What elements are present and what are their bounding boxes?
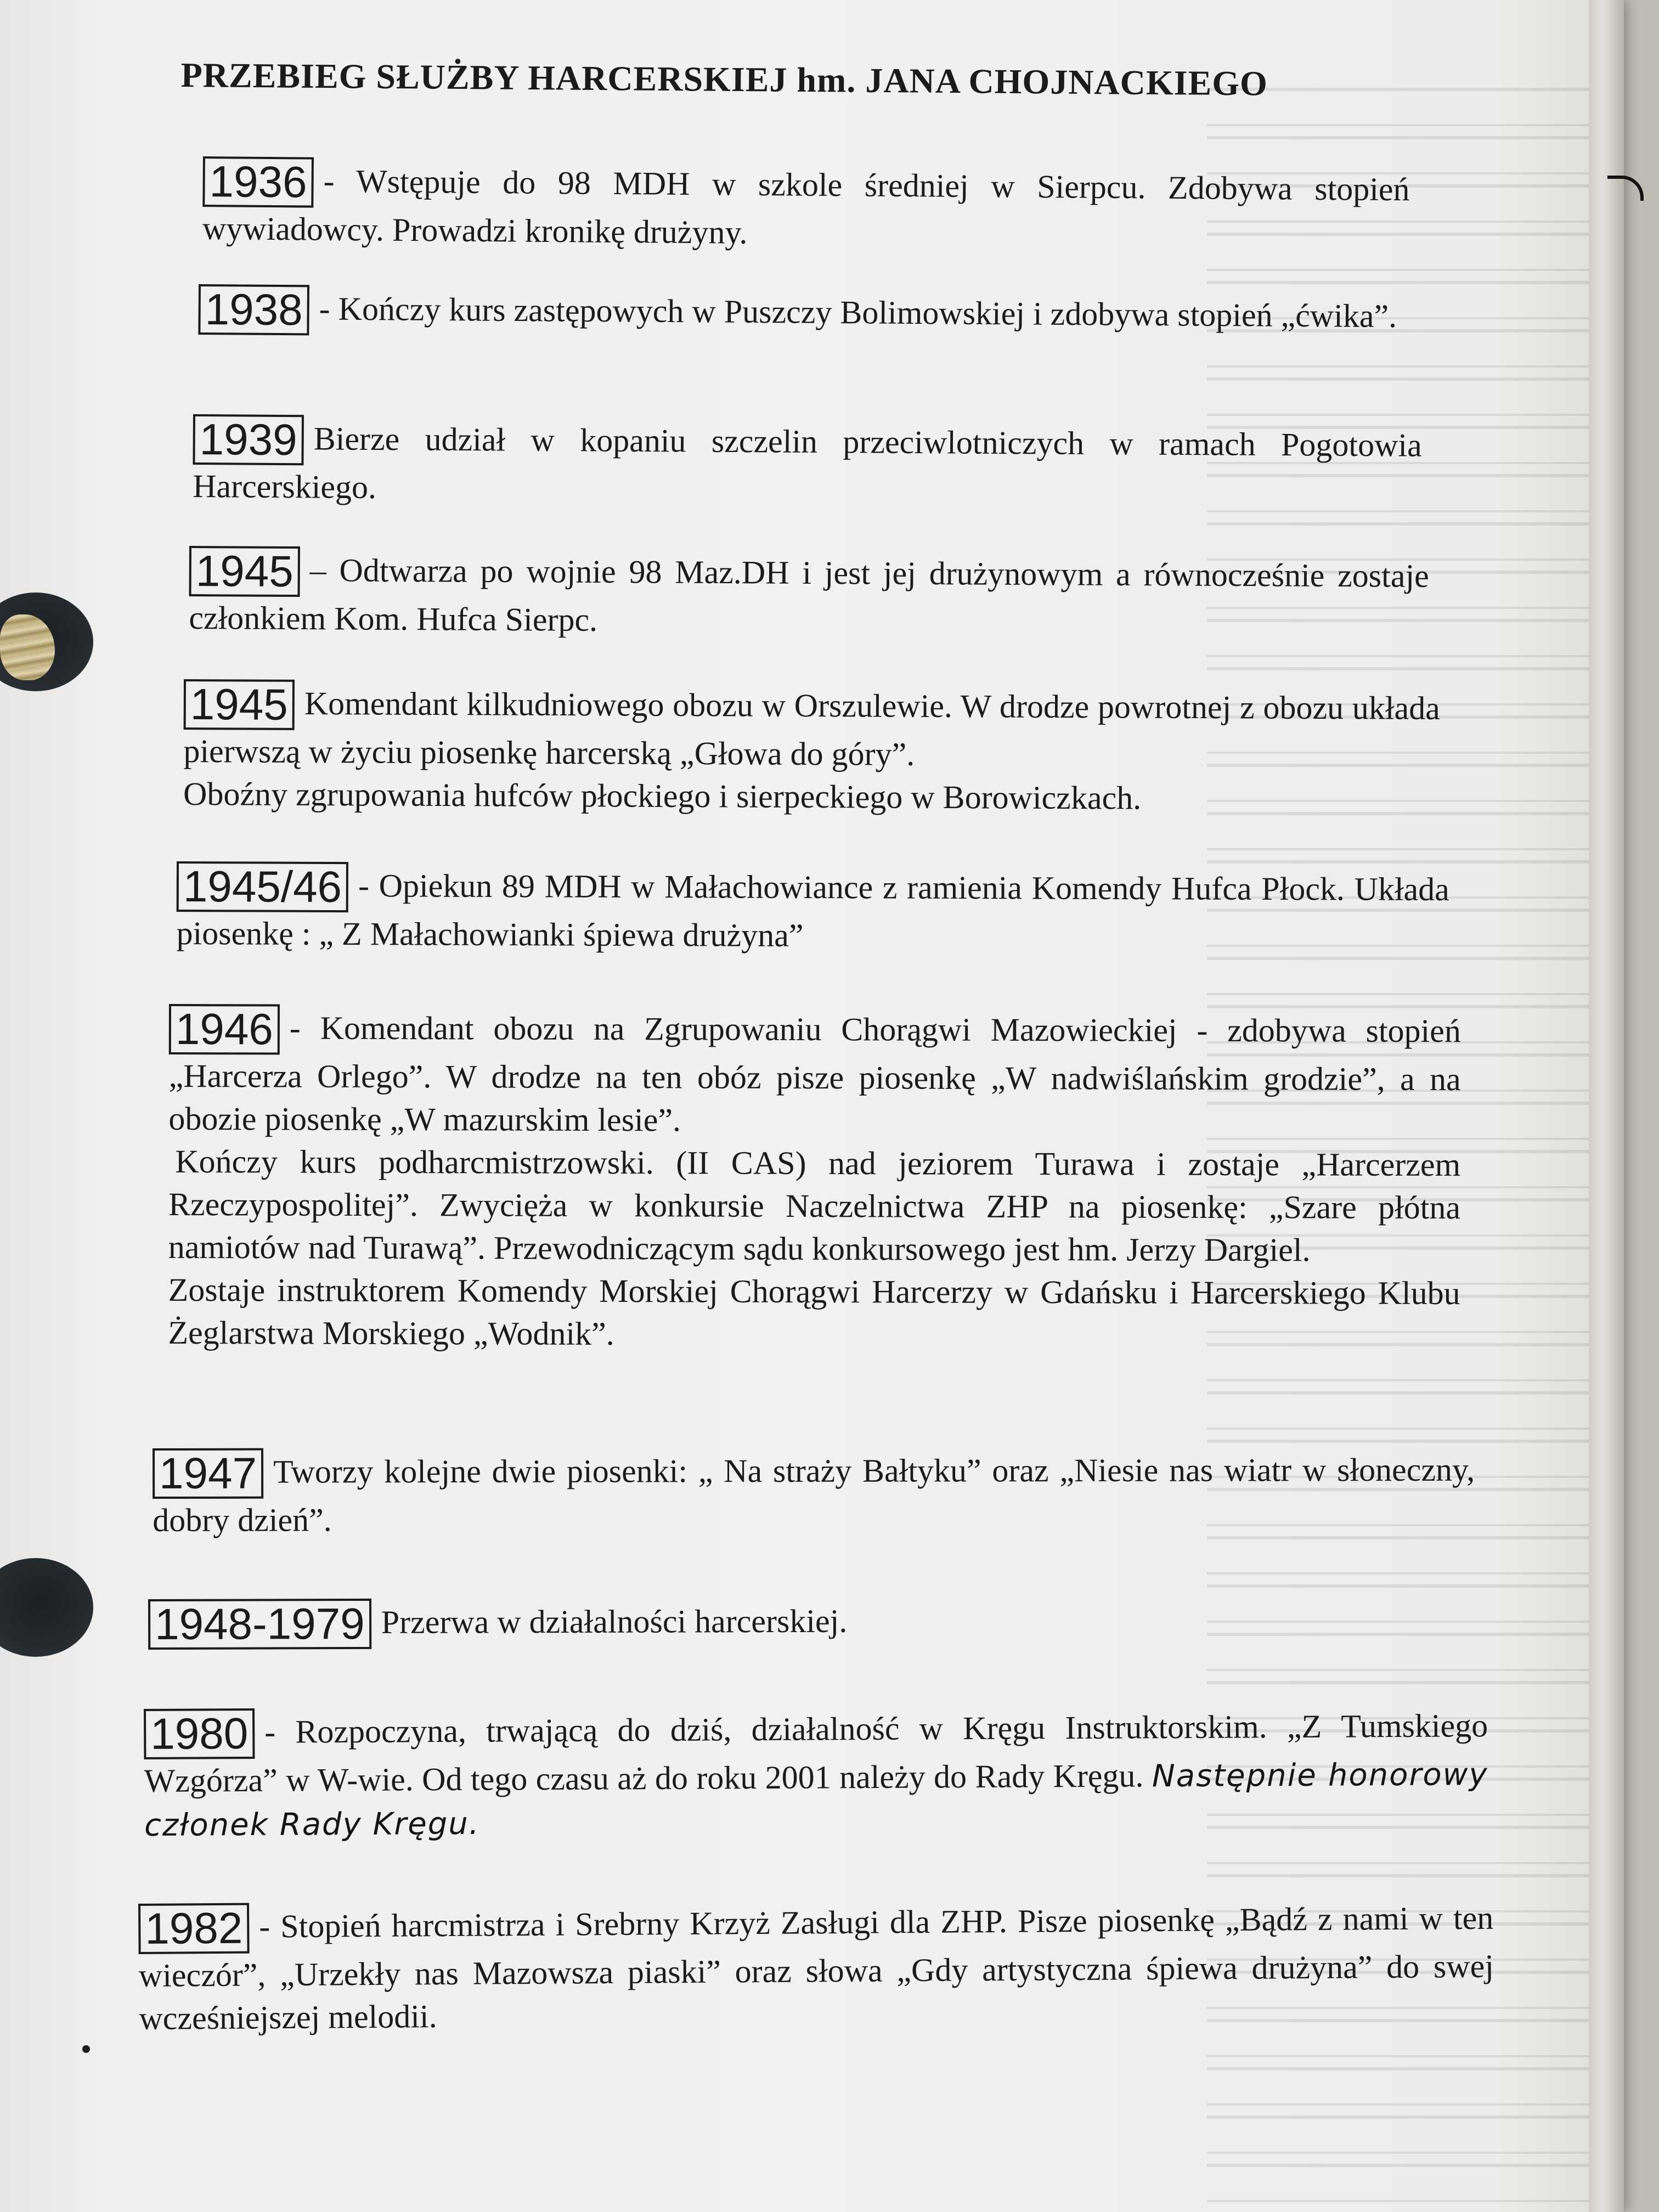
entry-text: Komendant kilkudniowego obozu w Orszulewie. W drodze powrotnej z obozu układa pierwszą w życiu piosenkę harcerską „Głowa do góry”. (183, 685, 1440, 772)
entry-1947 (153, 1446, 1475, 1542)
year-box: 1945/46 (177, 861, 349, 912)
entry-1980 (144, 1702, 1488, 1847)
year-box: 1936 (202, 156, 314, 208)
entry-text: - Rozpoczyna, trwającą do dziś, działalność w Kręgu Instruktorskim. „Z Tumskiego Wzgórza” w W-wie. Od tego czasu aż do roku 2001 należy do Rady Kręgu. (144, 1707, 1488, 1799)
entry-1948-1979 (148, 1596, 1481, 1650)
entry-text: - Kończy kurs zastępowych w Puszczy Bolimowskiej i zdobywa stopień „ćwika”. (319, 290, 1397, 335)
entry-1945-b (183, 679, 1440, 821)
entry-1939 (193, 414, 1422, 515)
year-box: 1948-1979 (148, 1599, 371, 1650)
entry-text: - Komendant obozu na Zgrupowaniu Chorągwi Mazowieckiej - zdobywa stopień „Harcerza Orlego”. W drodze na ten obóz pisze piosenkę „W nadwiślańskim grodzie”, a na obozie piosenkę „W mazurskim lesie”. (168, 1009, 1461, 1138)
entry-text: - Opiekun 89 MDH w Małachowiance z ramienia Komendy Hufca Płock. Układa piosenkę : „ Z Małachowianki śpiewa drużyna” (176, 867, 1449, 953)
entry-text: Tworzy kolejne dwie piosenki: „ Na straży Bałtyku” oraz „Niesie nas wiatr w słoneczny, dobry dzień”. (153, 1451, 1475, 1538)
year-box: 1945 (189, 546, 300, 597)
year-box: 1982 (138, 1903, 250, 1954)
year-box: 1938 (198, 284, 309, 335)
entry-1945-a (189, 546, 1429, 646)
entry-1946 (168, 1004, 1461, 1357)
year-box: 1946 (169, 1004, 280, 1055)
entry-text: Zostaje instruktorem Komendy Morskiej Chorągwi Harcerzy w Gdańsku i Harcerskiego Klubu Żeglarstwa Morskiego „Wodnik”. (168, 1271, 1460, 1352)
year-box: 1939 (193, 414, 304, 465)
entry-text: Bierze udział w kopaniu szczelin przeciwlotniczych w ramach Pogotowia Harcerskiego. (192, 420, 1422, 506)
document-title: PRZEBIEG SŁUŻBY HARCERSKIEJ hm. JANA CHOJNACKIEGO (180, 55, 1268, 103)
ink-dot (82, 2045, 90, 2053)
entry-1936 (202, 156, 1410, 259)
entry-text: Oboźny zgrupowania hufców płockiego i sierpeckiego w Borowiczkach. (183, 775, 1142, 816)
entry-text: – Odtwarza po wojnie 98 Maz.DH i jest jej drużynowym a równocześnie zostaje członkiem Kom. Hufca Sierpc. (189, 552, 1429, 638)
handwritten-note: Następnie honorowy członek Rady Kręgu. (144, 1757, 1488, 1843)
entry-text: Kończy kurs podharcmistrzowski. (II CAS) nad jeziorem Turawa i zostaje „Harcerzem Rzeczypospolitej”. Zwycięża w konkursie Naczelnictwa ZHP na piosenkę: „Szare płótna namiotów nad Turawą”. Przewodniczącym sądu konkursowego jest hm. Jerzy Dargiel. (168, 1143, 1461, 1268)
year-box: 1980 (144, 1708, 255, 1759)
entry-1938 (198, 284, 1414, 343)
entry-1945-46 (176, 861, 1449, 959)
year-box: 1945 (184, 679, 295, 730)
entry-text: Przerwa w działalności harcerskiej. (381, 1602, 848, 1640)
entry-1982 (138, 1894, 1494, 2040)
year-box: 1947 (153, 1448, 263, 1499)
entry-text: - Wstępuje do 98 MDH w szkole średniej w Sierpcu. Zdobywa stopień wywiadowcy. Prowadzi kronikę drużyny. (202, 162, 1410, 251)
entry-text: - Stopień harcmistrza i Srebrny Krzyż Zasługi dla ZHP. Pisze piosenkę „Bądź z nami w ten wieczór”, „Urzekły nas Mazowsza piaski” oraz słowa „Gdy artystyczna śpiewa drużyna” do swej wcześniejszej melodii. (138, 1899, 1494, 2036)
